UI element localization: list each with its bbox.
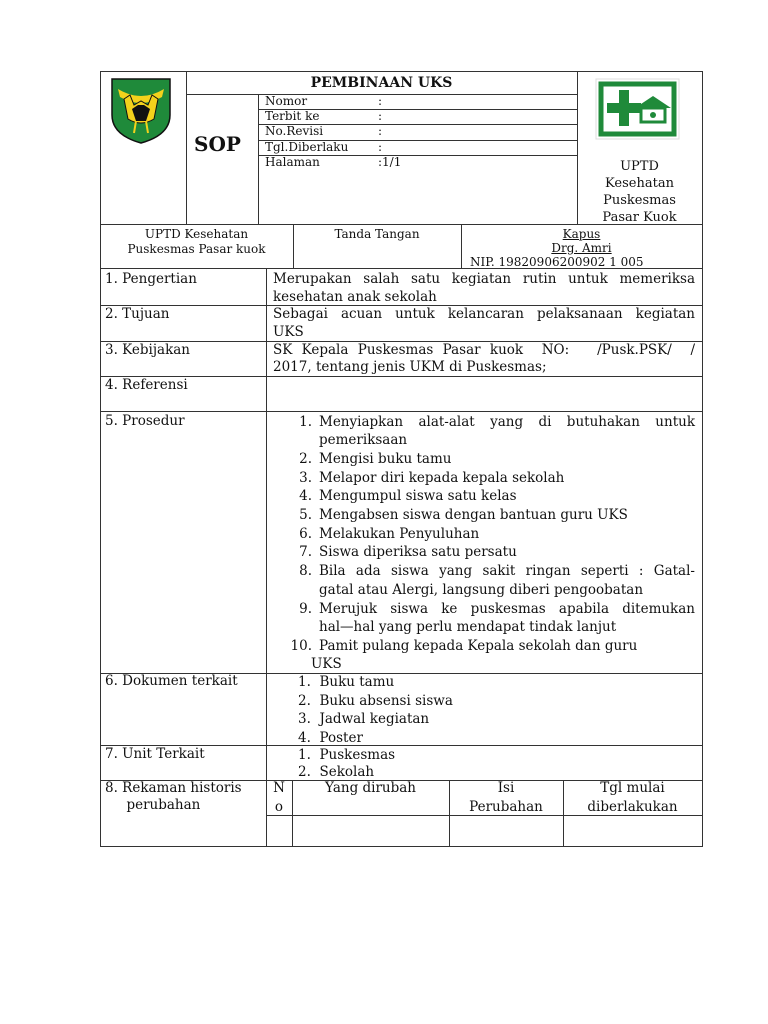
regency-logo-text: PESISIR SELATAN: [121, 75, 161, 80]
dokumen-item-2: 2. Buku absensi siswa: [298, 693, 453, 709]
sign-name: Drg. Amri: [551, 241, 612, 255]
rekaman-col-tgl-1: Tgl mulai: [600, 780, 665, 796]
prosedur-num-9: 9.: [299, 601, 312, 617]
sign-nip: NIP. 19820906200902 1 005: [470, 255, 644, 269]
body-label-divider: [266, 268, 267, 847]
prosedur-item-1-line-1: Menyiapkan alat-alat yang di butuhakan untuk: [319, 414, 695, 430]
meta-value-revisi: :: [378, 124, 383, 138]
prosedur-item-8-line-2: gatal atau Alergi, langsung diberi pengoobatan: [319, 582, 644, 598]
kebijakan-line-1: SK Kepala Puskesmas Pasar kuok NO: /Pusk.PSK/ /: [273, 342, 695, 358]
sign-label: Tanda Tangan: [334, 227, 420, 241]
prosedur-item-9-line-2: hal—hal yang perlu mendapat tindak lanjut: [319, 619, 617, 635]
prosedur-num-1: 1.: [299, 414, 312, 430]
prosedur-num-2: 2.: [299, 451, 312, 467]
meta-label-halaman: Halaman: [265, 155, 320, 169]
label-dokumen: 6. Dokumen terkait: [105, 673, 238, 689]
label-prosedur: 5. Prosedur: [105, 413, 185, 429]
sign-position: Kapus: [562, 227, 601, 241]
label-rekaman-2: perubahan: [105, 797, 201, 813]
border-left: [100, 71, 101, 847]
prosedur-item-10-line-2: UKS: [311, 656, 342, 672]
meta-label-tgl: Tgl.Diberlaku: [265, 140, 349, 154]
rekaman-col-no-2: o: [274, 799, 284, 815]
border-top: [100, 71, 703, 72]
label-pengertian: 1. Pengertian: [105, 271, 197, 287]
prosedur-num-10: 10.: [290, 638, 312, 654]
sign-org-line-2: Puskesmas Pasar kuok: [127, 242, 266, 256]
prosedur-item-5: Mengabsen siswa dengan bantuan guru UKS: [319, 507, 628, 523]
row-line-3: [100, 376, 703, 377]
org-right-line-4: Pasar Kuok: [602, 210, 677, 225]
org-right-line-3: Puskesmas: [603, 193, 676, 208]
prosedur-item-10-line-1: Pamit pulang kepada Kepala sekolah dan guru: [319, 638, 638, 654]
divider-sop: [258, 94, 259, 225]
dokumen-item-4: 4. Poster: [298, 730, 363, 746]
meta-value-terbit: :: [378, 109, 383, 123]
rekaman-col-no-1: N: [273, 780, 285, 796]
prosedur-item-6: Melakukan Penyuluhan: [319, 526, 480, 542]
label-rekaman-1: 8. Rekaman historis: [105, 780, 242, 796]
prosedur-item-3: Melapor diri kepada kepala sekolah: [319, 470, 565, 486]
pengertian-line-2: kesehatan anak sekolah: [273, 289, 437, 305]
unit-item-1: 1. Puskesmas: [298, 747, 396, 763]
pengertian-line-1: Merupakan salah satu kegiatan rutin untuk memeriksa: [273, 271, 695, 287]
org-right-line-1: UPTD: [620, 159, 659, 174]
puskesmas-logo: [595, 78, 680, 140]
prosedur-item-8-line-1: Bila ada siswa yang sakit ringan seperti : Gatal-: [319, 563, 695, 579]
tujuan-line-2: UKS: [273, 324, 304, 340]
meta-value-halaman: :1/1: [378, 155, 402, 169]
dokumen-item-1: 1. Buku tamu: [298, 674, 395, 690]
label-unit: 7. Unit Terkait: [105, 746, 205, 762]
prosedur-num-3: 3.: [299, 470, 312, 486]
dokumen-item-3: 3. Jadwal kegiatan: [298, 711, 430, 727]
label-kebijakan: 3. Kebijakan: [105, 342, 191, 358]
border-bottom: [100, 846, 703, 847]
regency-logo: [106, 75, 176, 145]
prosedur-num-8: 8.: [299, 563, 312, 579]
prosedur-num-4: 4.: [299, 488, 312, 504]
prosedur-item-2: Mengisi buku tamu: [319, 451, 452, 467]
prosedur-num-5: 5.: [299, 507, 312, 523]
document-title: PEMBINAAN UKS: [310, 75, 453, 91]
meta-label-nomor: Nomor: [265, 94, 308, 108]
prosedur-num-7: 7.: [299, 544, 312, 560]
unit-item-2: 2. Sekolah: [298, 764, 375, 780]
prosedur-num-6: 6.: [299, 526, 312, 542]
org-right-line-2: Kesehatan: [605, 176, 674, 191]
meta-label-revisi: No.Revisi: [265, 124, 324, 138]
tujuan-line-1: Sebagai acuan untuk kelancaran pelaksanaan kegiatan: [273, 306, 695, 322]
sign-org-line-1: UPTD Kesehatan: [144, 227, 249, 241]
prosedur-item-4: Mengumpul siswa satu kelas: [319, 488, 517, 504]
rekaman-col-isi-2: Perubahan: [469, 799, 543, 815]
prosedur-item-9-line-1: Merujuk siswa ke puskesmas apabila ditemukan: [319, 601, 695, 617]
sop-label: SOP: [194, 132, 241, 156]
rekaman-col-isi-1: Isi: [497, 780, 515, 796]
rekaman-col-yang: Yang dirubah: [324, 780, 417, 796]
rekaman-col-tgl-2: diberlakukan: [587, 799, 678, 815]
label-tujuan: 2. Tujuan: [105, 306, 170, 322]
meta-value-tgl: :: [378, 140, 383, 154]
border-right: [702, 71, 703, 847]
prosedur-item-7: Siswa diperiksa satu persatu: [319, 544, 517, 560]
meta-value-nomor: :: [378, 94, 383, 108]
label-referensi: 4. Referensi: [105, 377, 188, 393]
prosedur-item-1-line-2: pemeriksaan: [319, 432, 408, 448]
kebijakan-line-2: 2017, tentang jenis UKM di Puskesmas;: [273, 359, 547, 375]
meta-label-terbit: Terbit ke: [265, 109, 320, 123]
row-line-4: [100, 411, 703, 412]
